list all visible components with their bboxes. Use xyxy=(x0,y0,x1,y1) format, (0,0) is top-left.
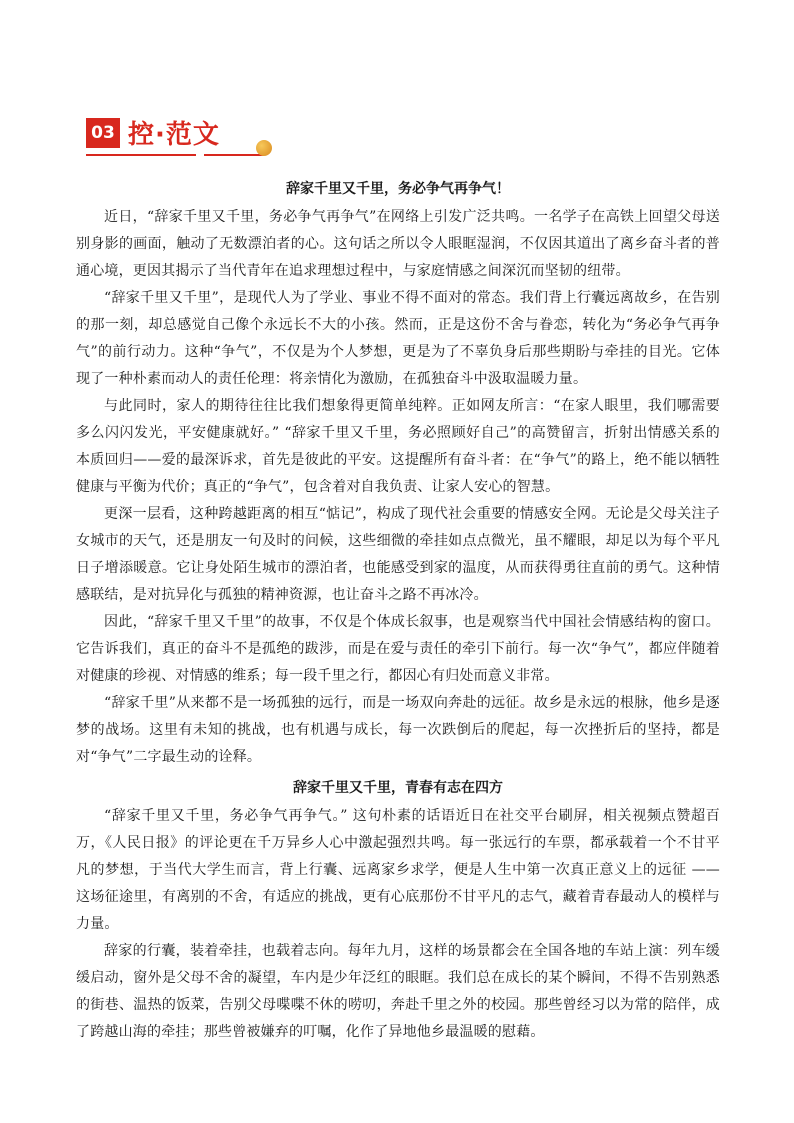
ornament-icon xyxy=(256,140,272,156)
essay-2-paragraph-1: “辞家千里又千里，务必争气再争气。” 这句朴素的话语近日在社交平台刷屏，相关视频点赞超百万，《人民日报》的评论更在千万异乡人心中激起强烈共鸣。每一张远行的车票，都承载着一个不甘平凡的梦想，于当代大学生而言，背上行囊、远离家乡求学，便是人生中第一次真正意义上的远征 —— 这场征途里，有离别的不舍，有适应的挑战，更有心底那份不甘平凡的志气，藏着青春最动人的模样与力量。 xyxy=(76,808,720,932)
essay-2-paragraph-2: 辞家的行囊，装着牵挂，也载着志向。每年九月，这样的场景都会在全国各地的车站上演：列车缓缓启动，窗外是父母不舍的凝望，车内是少年泛红的眼眶。我们总在成长的某个瞬间，不得不告别熟悉的街巷、温热的饭菜，告别父母喋喋不休的唠叨，奔赴千里之外的校园。那些曾经习以为常的陪伴，成了跨越山海的牵挂；那些曾被嫌弃的叮嘱，化作了异地他乡最温暖的慰藉。 xyxy=(76,943,720,1040)
essay-1-paragraph-2: “辞家千里又千里”，是现代人为了学业、事业不得不面对的常态。我们背上行囊远离故乡，在告别的那一刻，却总感觉自己像个永远长不大的小孩。然而，正是这份不舍与眷恋，转化为“务必争气再争气”的前行动力。这种“争气”，不仅是为个人梦想，更是为了不辜负身后那些期盼与牵挂的目光。它体现了一种朴素而动人的责任伦理：将亲情化为激励，在孤独奋斗中汲取温暖力量。 xyxy=(76,290,720,387)
essay-title-2: 辞家千里又千里，青春有志在四方 xyxy=(293,780,503,796)
section-title: 控·范文 xyxy=(128,120,220,150)
essay-1-paragraph-5: 因此，“辞家千里又千里”的故事，不仅是个体成长叙事，也是观察当代中国社会情感结构的窗口。它告诉我们，真正的奋斗不是孤绝的跋涉，而是在爱与责任的牵引下前行。每一次“争气”，都应伴随着对健康的珍视、对情感的维系；每一段千里之行，都因心有归处而意义非常。 xyxy=(76,614,720,684)
essay-1-paragraph-1: 近日，“辞家千里又千里，务必争气再争气”在网络上引发广泛共鸣。一名学子在高铁上回望父母送别身影的画面，触动了无数漂泊者的心。这句话之所以令人眼眶湿润，不仅因其道出了离乡奋斗者的普通心境，更因其揭示了当代青年在追求理想过程中，与家庭情感之间深沉而坚韧的纽带。 xyxy=(76,209,720,279)
header-underline-gap xyxy=(196,154,204,156)
section-header xyxy=(86,116,276,158)
header-underline xyxy=(86,154,264,156)
section-number-badge: 03 xyxy=(86,118,120,148)
essay-title-1: 辞家千里又千里，务必争气再争气！ xyxy=(286,181,510,197)
document-body xyxy=(76,176,720,1046)
essay-1-paragraph-6: “辞家千里”从来都不是一场孤独的远行，而是一场双向奔赴的远征。故乡是永远的根脉，他乡是逐梦的战场。这里有未知的挑战，也有机遇与成长，每一次跌倒后的爬起，每一次挫折后的坚持，都是对“争气”二字最生动的诠释。 xyxy=(76,695,720,765)
essay-1-paragraph-4: 更深一层看，这种跨越距离的相互“惦记”，构成了现代社会重要的情感安全网。无论是父母关注子女城市的天气，还是朋友一句及时的问候，这些细微的牵挂如点点微光，虽不耀眼，却足以为每个平凡日子增添暖意。它让身处陌生城市的漂泊者，也能感受到家的温度，从而获得勇往直前的勇气。这种情感联结，是对抗异化与孤独的精神资源，也让奋斗之路不再冰冷。 xyxy=(76,506,720,603)
essay-1-paragraph-3: 与此同时，家人的期待往往比我们想象得更简单纯粹。正如网友所言：“在家人眼里，我们哪需要多么闪闪发光，平安健康就好。” “辞家千里又千里，务必照顾好自己”的高赞留言，折射出情感关系的本质回归——爱的最深诉求，首先是彼此的平安。这提醒所有奋斗者：在“争气”的路上，绝不能以牺牲健康与平衡为代价；真正的“争气”，包含着对自我负责、让家人安心的智慧。 xyxy=(76,398,720,495)
